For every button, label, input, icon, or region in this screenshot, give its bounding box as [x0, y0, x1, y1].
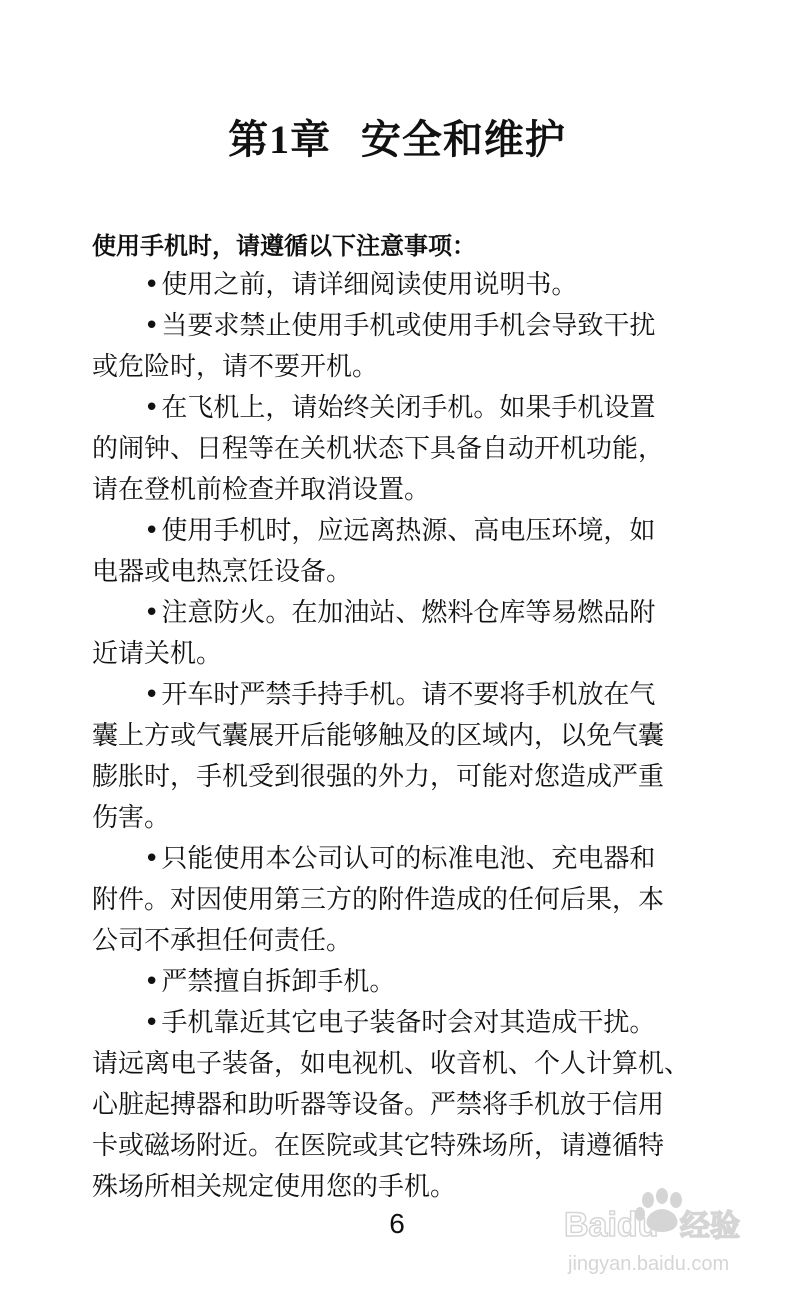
- safety-item-line: 的闹钟、日程等在关机状态下具备自动开机功能，: [92, 434, 665, 464]
- watermark-url: jingyan.baidu.com: [568, 1253, 730, 1275]
- safety-item-text: 手机靠近其它电子装备时会对其造成干扰。: [161, 1008, 656, 1038]
- safety-item-first-line: [92, 839, 704, 880]
- bullet-icon: •: [144, 270, 160, 300]
- safety-item-text: 开车时严禁手持手机。请不要将手机放在气: [161, 680, 656, 710]
- safety-item-line: 请远离电子装备，如电视机、收音机、个人计算机、: [92, 1049, 691, 1079]
- safety-item-text: 当要求禁止使用手机或使用手机会导致干扰: [161, 311, 656, 341]
- safety-item-text: 使用之前，请详细阅读使用说明书。: [161, 270, 578, 300]
- safety-item: [92, 839, 704, 962]
- safety-content: [92, 227, 704, 1208]
- safety-item-text: 严禁擅自拆卸手机。: [161, 967, 396, 997]
- safety-item-text: 注意防火。在加油站、燃料仓库等易燃品附: [161, 598, 656, 628]
- baidu-paw-logo-icon: [560, 1184, 760, 1284]
- safety-item-first-line: [92, 511, 704, 552]
- safety-item: [92, 1003, 704, 1208]
- watermark-brand: Baidu: [564, 1206, 659, 1244]
- safety-item-text: 在飞机上，请始终关闭手机。如果手机设置: [161, 393, 656, 423]
- safety-item-first-line: [92, 306, 704, 347]
- safety-item: [92, 511, 704, 593]
- bullet-icon: •: [144, 311, 160, 341]
- safety-item-line: 囊上方或气囊展开后能够触及的区域内，以免气囊: [92, 721, 665, 751]
- safety-item-line: 请在登机前检查并取消设置。: [92, 475, 431, 505]
- chapter-number: 1: [269, 117, 291, 162]
- bullet-icon: •: [144, 516, 160, 546]
- safety-item-first-line: [92, 593, 704, 634]
- watermark-brand-cn: 经验: [680, 1209, 740, 1244]
- safety-item-line: 心脏起搏器和助听器等设备。严禁将手机放于信用: [92, 1090, 665, 1120]
- safety-item-line: 电器或电热烹饪设备。: [92, 557, 353, 587]
- safety-item: [92, 265, 704, 306]
- safety-item-line: 伤害。: [92, 803, 171, 833]
- safety-item: [92, 388, 704, 511]
- safety-item: [92, 593, 704, 675]
- page-number: 6: [389, 1208, 405, 1239]
- safety-list: [92, 265, 704, 1208]
- safety-item-line: 卡或磁场附近。在医院或其它特殊场所，请遵循特: [92, 1131, 665, 1161]
- safety-item-text: 只能使用本公司认可的标准电池、充电器和: [161, 844, 656, 874]
- chapter-title-prefix: 第: [228, 117, 270, 163]
- intro-heading: 使用手机时，请遵循以下注意事项：: [92, 232, 476, 260]
- safety-item-line: 或危险时，请不要开机。: [92, 352, 379, 382]
- safety-item-line: 膨胀时，手机受到很强的外力，可能对您造成严重: [92, 762, 665, 792]
- bullet-icon: •: [144, 967, 160, 997]
- baidu-watermark: [560, 1184, 760, 1284]
- bullet-icon: •: [144, 844, 160, 874]
- safety-item-first-line: [92, 675, 704, 716]
- safety-item: [92, 675, 704, 839]
- safety-item-text: 使用手机时，应远离热源、高电压环境，如: [161, 516, 656, 546]
- safety-item-first-line: [92, 1003, 704, 1044]
- safety-item: [92, 962, 704, 1003]
- chapter-title-text: 章 安全和维护: [290, 117, 566, 163]
- bullet-icon: •: [144, 598, 160, 628]
- safety-item-line: 殊场所相关规定使用您的手机。: [92, 1172, 457, 1202]
- bullet-icon: •: [144, 393, 160, 423]
- safety-item-first-line: [92, 388, 704, 429]
- safety-item-line: 近请关机。: [92, 639, 223, 669]
- safety-item: [92, 306, 704, 388]
- safety-item-line: 附件。对因使用第三方的附件造成的任何后果，本: [92, 885, 665, 915]
- bullet-icon: •: [144, 1008, 160, 1038]
- chapter-title: [0, 112, 794, 168]
- safety-item-first-line: [92, 265, 704, 306]
- safety-item-line: 公司不承担任何责任。: [92, 926, 353, 956]
- bullet-icon: •: [144, 680, 160, 710]
- safety-item-first-line: [92, 962, 704, 1003]
